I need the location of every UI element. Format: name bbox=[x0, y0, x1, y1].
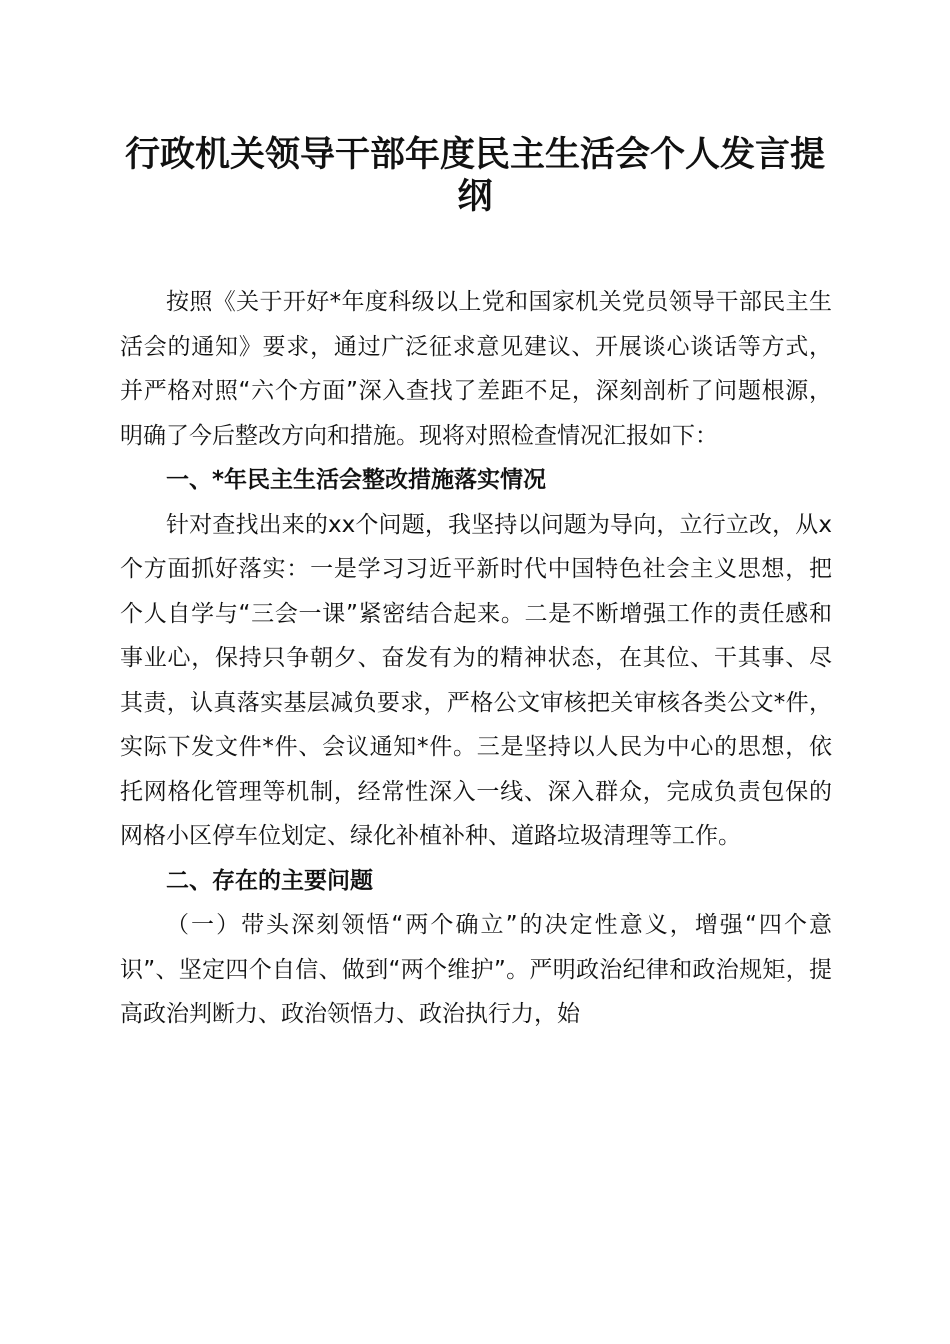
section-1-paragraph: 针对查找出来的xx个问题，我坚持以问题为导向，立行立改，从x个方面抓好落实：一是学习习近平新时代中国特色社会主义思想，把个人自学与“三会一课”紧密结合起来。二是不断增强工作的责任感和事业心，保持只争朝夕、奋发有为的精神状态，在其位、干其事、尽其责，认真落实基层减负要求，严格公文审核把关审核各类公文*件，实际下发文件*件、会议通知*件。三是坚持以人民为中心的思想，依托网格化管理等机制，经常性深入一线、深入群众，完成负责包保的网格小区停车位划定、绿化补植补种、道路垃圾清理等工作。 bbox=[120, 511, 832, 849]
document-body bbox=[120, 280, 832, 1037]
section-2-paragraph: （一）带头深刻领悟“两个确立”的决定性意义，增强“四个意识”、坚定四个自信、做到“两个维护”。严明政治纪律和政治规矩，提高政治判断力、政治领悟力、政治执行力，始 bbox=[120, 912, 832, 1027]
section-2-heading: 二、存在的主要问题 bbox=[166, 867, 373, 894]
section-1-heading: 一、*年民主生活会整改措施落实情况 bbox=[166, 467, 547, 493]
intro-paragraph: 按照《关于开好*年度科级以上党和国家机关党员领导干部民主生活会的通知》要求，通过广泛征求意见建议、开展谈心谈话等方式，并严格对照“六个方面”深入查找了差距不足，深刻剖析了问题根源，明确了今后整改方向和措施。现将对照检查情况汇报如下： bbox=[120, 289, 832, 449]
document-title: 行政机关领导干部年度民主生活会个人发言提纲 bbox=[124, 134, 825, 217]
